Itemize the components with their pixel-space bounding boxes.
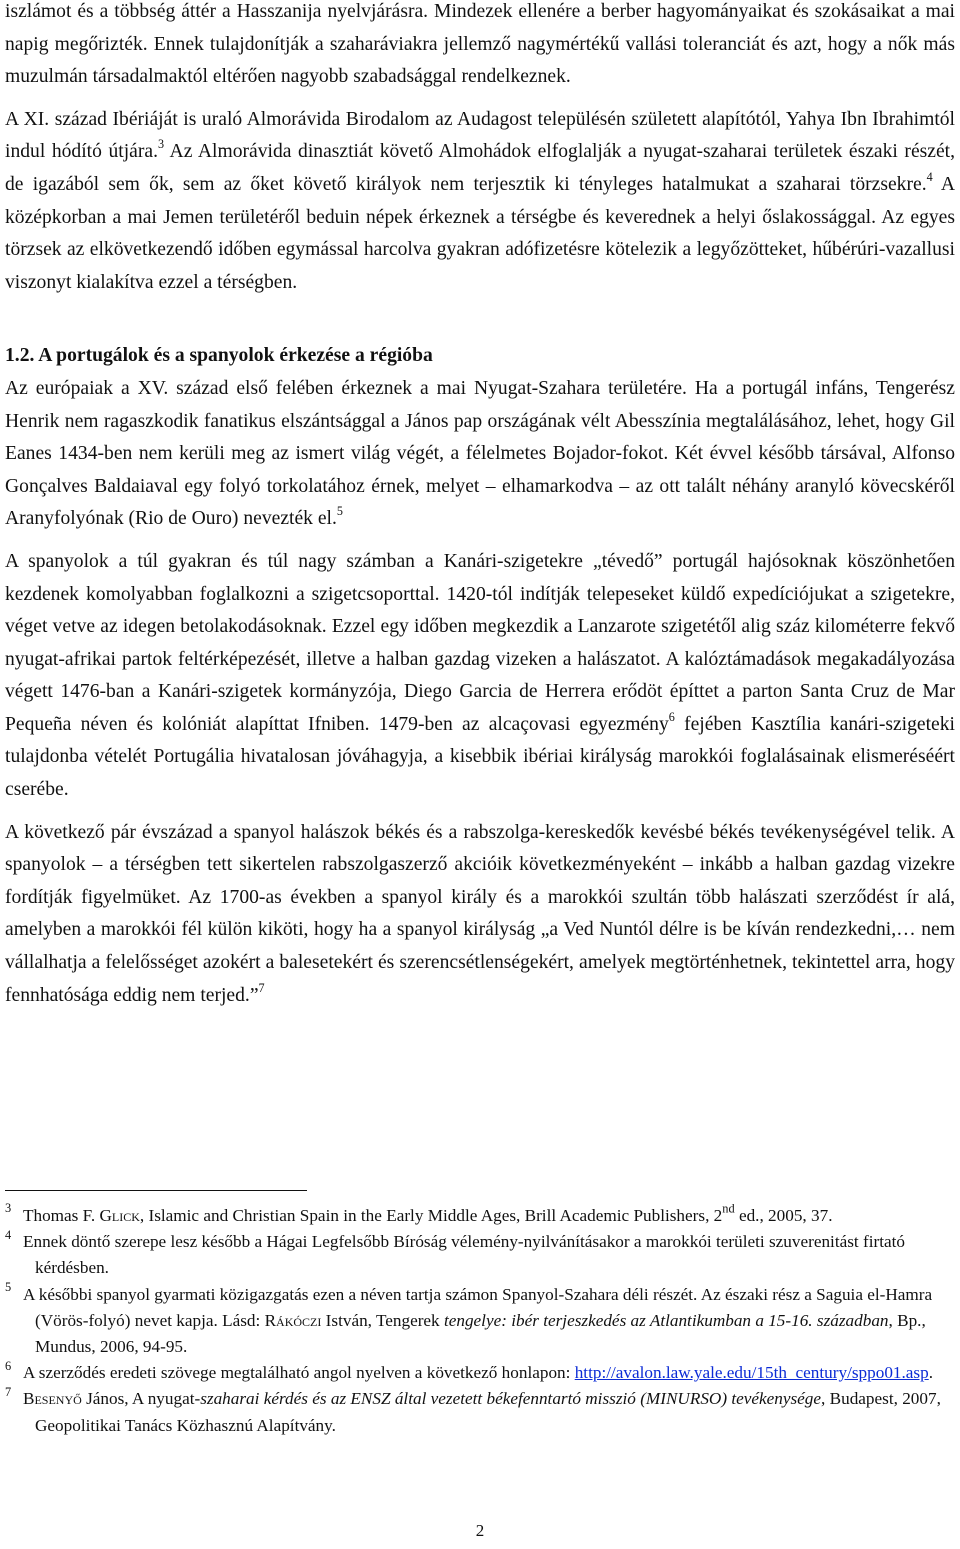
footnote-author-last: Glick	[99, 1206, 140, 1225]
paragraph-2-text-a: A XI. század Ibériáját is uraló Almorávida Birodalom az Audagost településén született alapítótól, Yahya Ibn Ibrahimtól indul hódító útjára.	[5, 108, 955, 163]
footnote-4: $^4$ Ennek döntő szerepe lesz később a Hágai Legfelsőbb Bíróság vélemény-nyilvánításakor a marokkói területi szuverenitást firtató kérdésben.	[5, 1227, 905, 1278]
main-text	[5, 0, 955, 1012]
footnote-ref-3[interactable]: 3	[158, 137, 165, 152]
paragraph-1	[5, 0, 955, 94]
paragraph-2-text-c: A középkorban a mai Jemen területéről beduin népek érkeznek a térségbe és keverednek a helyi őslakossággal. Az egyes törzsek az elkövetkezendő időben egymással harcolva gyakran adófizetésre kötelezik a legyőzötteket, hűbérúri-vazallusi viszonyt kialakítva ezzel a térségben.	[5, 173, 956, 293]
footnote-author-first: Thomas F.	[23, 1206, 100, 1225]
paragraph-1-text: iszlámot és a többség áttér a Hasszanija nyelvjárásra. Mindezek ellenére a berber hagyományaikat és szokásaikat a mai napig megőrizték. Ennek tulajdonítják a szaharáviakra jellemző nagymértékű vallási toleranciát és azt, hogy a nők más muzulmán társadalmaktól eltérően nagyobb szabadsággal rendelkeznek.	[5, 1, 955, 88]
footnote-ordinal: nd	[722, 1201, 735, 1216]
footnote-text: Ennek döntő szerepe lesz később a Hágai Legfelsőbb Bíróság vélemény-nyilvánításakor a marokkói területi szuverenitást firtató kérdésben.	[23, 1232, 905, 1278]
paragraph-3-text: Az európaiak a XV. század első felében érkeznek a mai Nyugat-Szahara területére. Ha a portugál infáns, Tengerész Henrik nem ragaszkodik fanatikus elszántsággal a János pap országának vélt Abesszínia megtalálásához, lehet, hogy Gil Eanes 1434-ben nem kerüli meg az ismert világ végét, a félelmetes Bojador-fokot. Két évvel később társával, Alfonso Gonçalves Baldaiaval egy folyó torkolatához érnek, melyet – elhamarkodva – az ott talált néhány aranyló kövecskéről Aranyfolyónak (Rio de Ouro) nevezték el.	[5, 377, 955, 530]
footnote-text-end: .	[928, 1363, 934, 1383]
footnote-text-end: ed., 2005, 37.	[734, 1206, 833, 1225]
footnote-author-last: Besenyő	[23, 1389, 82, 1409]
footnote-author-first: István, Tengerek	[321, 1310, 444, 1330]
footnote-7: $^7$ Besenyő János, A nyugat-szaharai kérdés és az ENSZ által vezetett békefenntartó misszió (MINURSO) tevékenysége, Budapest, 2007, Geopolitikai Tanács Közhasznú Alapítvány.	[5, 1384, 941, 1435]
footnotes	[5, 1203, 955, 1439]
page-number: 2	[475, 1521, 485, 1540]
footnote-author-first: János, A nyugat-	[81, 1389, 201, 1409]
paragraph-2	[5, 104, 955, 300]
paragraph-5	[5, 817, 955, 1013]
footnote-ref-7[interactable]: 7	[258, 980, 265, 995]
paragraph-4-text-a: A spanyolok a túl gyakran és túl nagy számban a Kanári-szigetekre „tévedő” portugál hajósoknak köszönhetően kezdenek komolyabban foglalkozni a szigetcsoporttal. 1420-tól indítják telepeseket küldő expedíciójukat a szigetekre, véget vetve az idegen betolakodásoknak. Ezzel egy időben megkezdik a Lanzarote szigetétől alig száz kilométerre fekvő nyugat-afrikai partok feltérképezését, illetve a halban gazdag vizeken a halászatot. A kalóztámadások megakadályozása végett 1476-ban a Kanári-szigetek kormányzója, Diego Garcia de Herrera erődöt építtet a parton Santa Cruz de Mar Pequeña néven és kolóniát alapíttat Ifniben. 1479-ben az alcaçovasi egyezmény	[5, 550, 955, 735]
footnote-text: A szerződés eredeti szövege megtalálható angol nyelven a következő honlapon:	[23, 1363, 575, 1383]
footnote-text: , Islamic and Christian Spain in the Early Middle Ages, Brill Academic Publishers, 2	[139, 1206, 723, 1225]
paragraph-5-text: A következő pár évszázad a spanyol halászok békés és a rabszolga-kereskedők kevésbé békés tevékenységével telik. A spanyolok – a térségben tett sikertelen rabszolgaszerző akcióik következményeként – inkább a halban gazdag vizekre fordítják figyelmüket. Az 1700-as években a spanyol király és a marokkói szultán több halászati szerződést ír alá, amelyben a marokkói fél külön kiköti, hogy ha a spanyol királyság „a Ved Nuntól délre is be kíván rendezkedni,… nem vállalhatja a felelősséget azokért a balesetekért és szerencsétlenségekért, amelyek megtörténhetnek, tekintettel arra, hogy fennhatósága eddig nem terjed.”	[5, 821, 955, 1006]
footnote-text-end: , Bp., Mundus, 2006, 94-95.	[35, 1310, 926, 1357]
footnote-separator	[5, 1190, 307, 1191]
section-spacer	[5, 299, 955, 340]
footnote-6: $^6$ A szerződés eredeti szövege megtalálható angol nyelven a következő honlapon: http://avalon.law.yale.edu/15th_century/sppo01.asp.	[5, 1358, 934, 1383]
paragraph-2-text-b: Az Almorávida dinasztiát követő Almohádok elfoglalják a nyugat-szaharai területek északi részét, de igazából sem ők, sem az őket követő királyok nem terjesztik ki tényleges hatalmukat a szaharai törzsekre.	[5, 141, 955, 195]
paragraph-3	[5, 373, 955, 536]
paragraph-4	[5, 546, 955, 807]
footnote-title: tengelye: ibér terjeszkedés az Atlantikumban a 15-16. században	[443, 1310, 889, 1330]
footnote-ref-6[interactable]: 6	[668, 709, 675, 724]
footnote-3: $^3$ Thomas F. Glick, Islamic and Christian Spain in the Early Middle Ages, Brill Academic Publishers, 2nd ed., 2005, 37.	[5, 1201, 833, 1225]
section-heading: 1.2. A portugálok és a spanyolok érkezése a régióba	[5, 345, 433, 367]
footnote-text: A későbbi spanyol gyarmati közigazgatás ezen a néven tartja számon Spanyol-Szahara déli részét. Az északi rész a Saguia el-Hamra (Vörös-folyó) nevet kapja. Lásd:	[23, 1284, 933, 1330]
footnote-ref-4[interactable]: 4	[926, 169, 933, 184]
footnote-5: $^5$ A későbbi spanyol gyarmati közigazgatás ezen a néven tartja számon Spanyol-Szahara déli részét. Az északi rész a Saguia el-Hamra (Vörös-folyó) nevet kapja. Lásd: Rákóczi István, Tengerek tengelye: ibér terjeszkedés az Atlantikumban a 15-16. században, Bp., Mundus, 2006, 94-95.	[5, 1279, 933, 1357]
footnote-author-last: Rákóczi	[264, 1310, 322, 1330]
footnote-link[interactable]: http://avalon.law.yale.edu/15th_century/sppo01.asp	[574, 1363, 929, 1383]
footnote-title: szaharai kérdés és az ENSZ által vezetett békefenntartó misszió (MINURSO) tevékenysége	[200, 1389, 822, 1409]
footnote-text-end: , Budapest, 2007, Geopolitikai Tanács Közhasznú Alapítvány.	[35, 1389, 941, 1435]
paragraph-4-text-b: fejében Kasztília kanári-szigeteki tulajdonba vételét Portugália hivatalosan jóváhagyja, a kisebbik ibériai királyság marokkói foglalásainak elismeréséért cserébe.	[5, 713, 955, 801]
footnote-ref-5[interactable]: 5	[336, 504, 343, 519]
